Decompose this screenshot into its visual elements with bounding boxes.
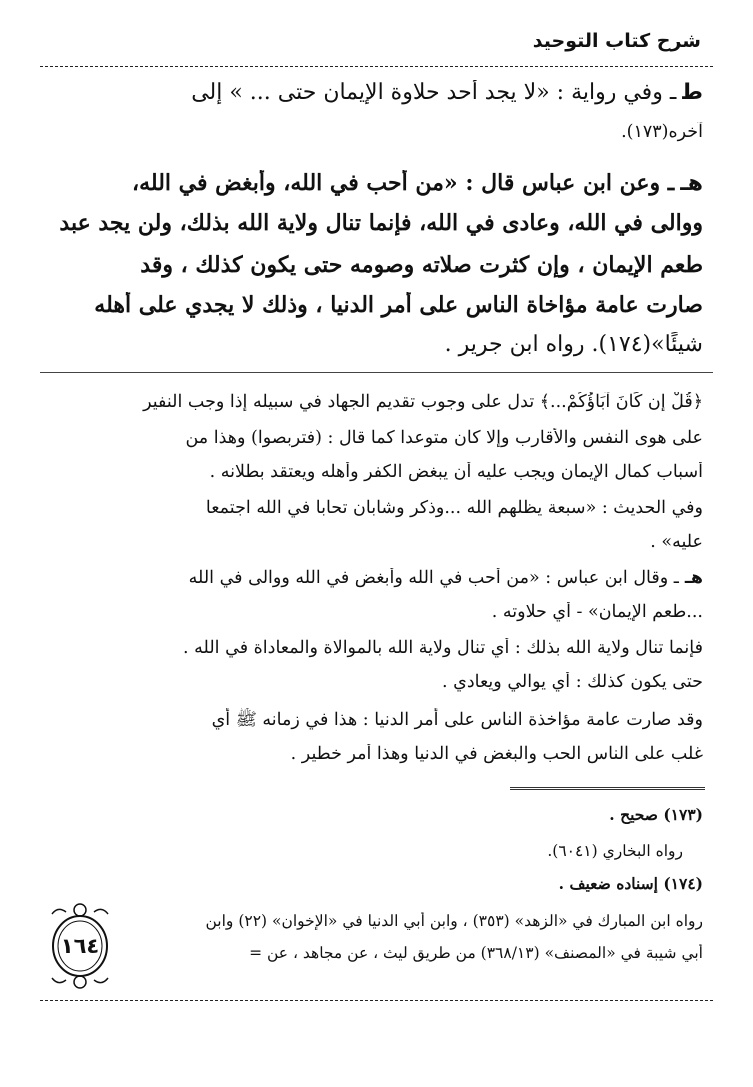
text-line-16: حتى يكون كذلك : أي يوالي ويعادي . xyxy=(442,672,703,692)
footnote-173-head: (١٧٣) صحيح . xyxy=(609,805,703,824)
section-divider xyxy=(40,372,713,373)
text-line-18: غلب على الناس الحب والبغض في الدنيا وهذا أمر خطير . xyxy=(290,744,703,764)
text-line-1 xyxy=(48,80,703,105)
running-header: شرح كتاب التوحيد xyxy=(532,30,701,52)
footer-rule xyxy=(40,1000,713,1001)
section-marker-ta: ط xyxy=(682,80,703,105)
footnote-rule xyxy=(510,787,705,790)
section-marker-ha: هـ xyxy=(680,171,703,196)
line-3-text: ـ وعن ابن عباس قال : «من أحب في الله، وأبغض في الله، xyxy=(132,170,675,196)
line-1-text: ـ وفي رواية : «لا يجد أحد حلاوة الإيمان حتى ... » إلى xyxy=(191,80,677,105)
section-marker-ha-2: هـ xyxy=(684,568,703,588)
text-line-17: وقد صارت عامة مؤاخذة الناس على أمر الدنيا : هذا في زمانه ﷺ أي xyxy=(211,710,703,730)
footnote-174-body-2: أبي شيبة في «المصنف» (٣٦٨/١٣) من طريق ليث ، عن مجاهد ، عن = xyxy=(249,944,703,962)
header-rule xyxy=(40,66,713,67)
text-line-6: صارت عامة مؤاخاة الناس على أمر الدنيا ، وذلك لا يجدي على أهله xyxy=(94,292,703,318)
text-line-9: على هوى النفس والأقارب وإلا كان متوعدا كما قال : (فتربصوا) وهذا من xyxy=(185,428,703,448)
text-line-7: شيئًا»(١٧٤). رواه ابن جرير . xyxy=(444,332,703,357)
page-number-ornament xyxy=(44,900,116,992)
text-line-15: فإنما تنال ولاية الله بذلك : أي تنال ولاية الله بالموالاة والمعاداة في الله . xyxy=(183,638,703,658)
text-line-3 xyxy=(48,170,703,196)
text-line-5: طعم الإيمان ، وإن كثرت صلاته وصومه حتى يكون كذلك ، وقد xyxy=(140,252,703,278)
text-line-8: ﴿قُلْ إِن كَانَ آبَاؤُكُمْ...﴾ تدل على وجوب تقديم الجهاد في سبيله إذا وجب النفير xyxy=(143,392,703,412)
footnote-174-head: (١٧٤) إسناده ضعيف . xyxy=(558,874,703,893)
page-number: ١٦٤ xyxy=(60,934,100,958)
footnote-174-body-1: رواه ابن المبارك في «الزهد» (٣٥٣) ، وابن أبي الدنيا في «الإخوان» (٢٢) وابن xyxy=(205,912,703,930)
text-line-2: آخره(١٧٣). xyxy=(621,122,703,142)
footnote-173-body: رواه البخاري (٦٠٤١). xyxy=(547,842,683,860)
text-line-4: ووالى في الله، وعادى في الله، فإنما تنال ولاية الله بذلك، ولن يجد عبد xyxy=(59,210,703,236)
text-line-14: ...طعم الإيمان» - أي حلاوته . xyxy=(491,602,703,622)
text-line-11: وفي الحديث : «سبعة يظلهم الله ...وذكر وشابان تحابا في الله اجتمعا xyxy=(205,498,703,518)
line-13-text: ـ وقال ابن عباس : «من أحب في الله وأبغض في الله ووالى في الله xyxy=(188,568,679,588)
text-line-10: أسباب كمال الإيمان ويجب عليه أن يبغض الكفر وأهله ويعتقد بطلانه . xyxy=(209,462,703,482)
text-line-13 xyxy=(48,568,703,588)
text-line-12: عليه» . xyxy=(650,532,703,552)
